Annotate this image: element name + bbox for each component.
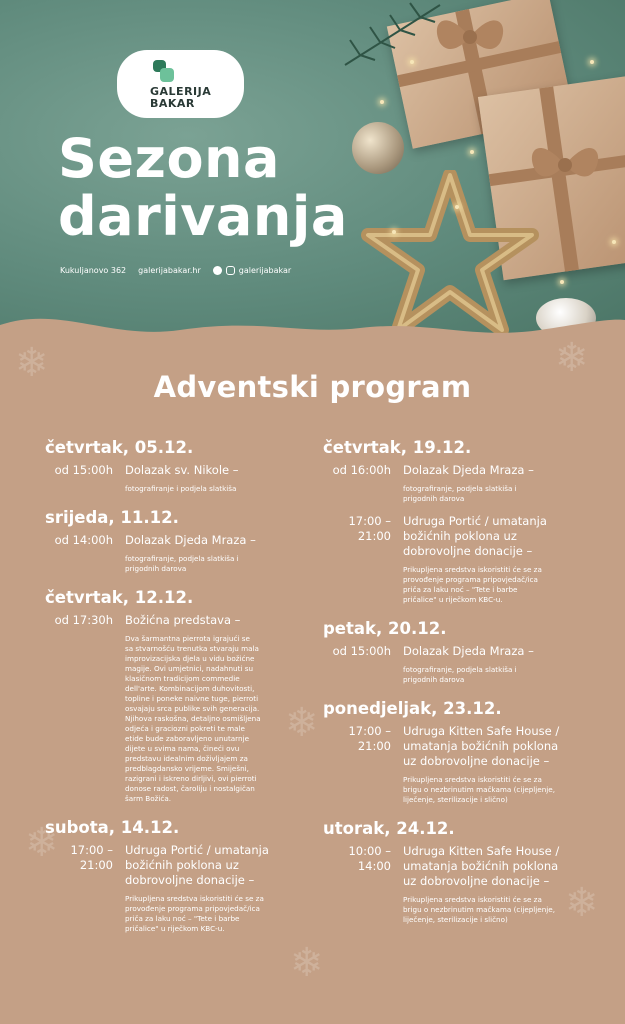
program-day <box>45 438 315 494</box>
poster: GALERIJA BAKAR Sezona darivanja Kukuljanovo 362 galerijabakar.hr galerijabakar ❄ ❄ ❄ ❄ ❄ ❄ Adventski program četvrtak, 05.12. od 15:00h Dolazak sv. Nikole – fotografiranje i podjela slatkiša srijeda, 11.12. od 14:00h Dolazak Djeda Mraza – fotografiranje, podjela slatkiša i prigodnih darova četvrtak, 12.12. od 17:30h Božićna predstava – Dva šarmantna pierrota igrajući se sa stvarnošću trenutka stvaraju mala improvizacijska djela u vidu božićne magije. Ovi umjetnici, nadahnuti su klasičnom tradicijom commedie dell'arte. Kombinacijom duhovitosti, topline i poneke naivne tuge, pierroti osvajaju srca publike svih generacija. Njihova raskošna, detaljno osmišljena odjeća i graciozni pokreti te male etide bude zaboravljeno unutarnje dijete u svima nama, čineći ovu predstavu idealnim doživljajem za predblagdansko vrijeme. Smiješni, razigrani i iskreno dirljivi, ovi pierroti donose radost, čaroliju i nostalgičan šarm Božića. subota, 14.12. 17:00 – 21:00 Udruga Portić / umatanja božićnih poklona uz dobrovoljne donacije – Prikupljena sredstva iskoristiti će se za provođenje programa pripovjedač/ica priča za laku noć – "Tete i barbe pričalice" u riječkom KBC-u. četvrtak, 19.12. od 16:00h Dolazak Djeda Mraza – fotografiranje, podjela slatkiša i prigodnih darova 17:00 – 21:00 Udruga Portić / umatanja božićnih poklona uz dobrovoljne donacije – Prikupljena sredstva iskoristiti će se za provođenje programa pripovjedač/ica priča za laku noć – "Tete i barbe pričalice" u riječkom KBC-u. petak, 20.12. od 15:00h Dolazak Djeda Mraza – fotografiranje, podjela slatkiša i prigodnih darova ponedjeljak, 23.12. 17:00 – 21:00 Udruga Kitten Safe House / umatanja božićnih poklona uz dobrovoljne donacije – Prikupljena sredstva iskoristiti će se za brigu o nezbrinutim mačkama (cijepljenje, liječenje, sterilizacije i slično) utorak, 24.12. 10:00 – 14:00 Udruga Kitten Safe House / umatanja božićnih poklona uz dobrovoljne donacije – Prikupljena sredstva iskoristiti će se za brigu o nezbrinutim mačkama (cijepljenje, liječenje, sterilizacije i slično) <box>0 0 625 1024</box>
logo-line2: BAKAR <box>150 97 195 110</box>
event-body <box>403 844 593 925</box>
event-title: Dolazak Djeda Mraza – <box>403 463 534 477</box>
event-body <box>125 613 315 804</box>
pine-branch-icon <box>340 0 450 70</box>
day-date: četvrtak, 19.12. <box>323 438 472 457</box>
wave-divider <box>0 300 625 340</box>
event-entry <box>323 644 593 685</box>
event-description: Prikupljena sredstva iskoristiti će se za brigu o nezbrinutim mačkama (cijepljenje, liječenje, sterilizacije i slično) <box>403 775 555 804</box>
event-time: od 15:00h <box>54 463 113 477</box>
event-title: Božićna predstava – <box>125 613 241 627</box>
program-day <box>323 699 593 805</box>
day-date: utorak, 24.12. <box>323 819 455 838</box>
event-entry <box>45 463 315 494</box>
logo-badge <box>117 50 244 118</box>
event-body <box>125 533 315 574</box>
day-date: četvrtak, 05.12. <box>45 438 194 457</box>
program-day <box>323 438 593 605</box>
event-title: Udruga Kitten Safe House / umatanja božićnih poklona uz dobrovoljne donacije – <box>403 844 560 888</box>
event-entry <box>45 533 315 574</box>
event-title: Udruga Portić / umatanja božićnih poklona uz dobrovoljne donacije – <box>125 843 269 887</box>
hero-title-line2: darivanja <box>58 185 348 248</box>
event-description: Prikupljena sredstva iskoristiti će se za provođenje programa pripovjedač/ica priča za laku noć – "Tete i barbe pričalice" u riječkom KBC-u. <box>403 565 542 604</box>
event-description: Prikupljena sredstva iskoristiti će se za provođenje programa pripovjedač/ica priča za laku noć – "Tete i barbe pričalice" u riječkom KBC-u. <box>125 894 264 933</box>
event-title: Udruga Kitten Safe House / umatanja božićnih poklona uz dobrovoljne donacije – <box>403 724 560 768</box>
event-entry <box>45 613 315 804</box>
program-day <box>45 508 315 574</box>
event-description: fotografiranje, podjela slatkiša i prigodnih darova <box>403 665 517 684</box>
social-handle: galerijabakar <box>238 266 292 275</box>
logo-line1: GALERIJA <box>150 85 212 98</box>
social-handle-group[interactable] <box>213 266 291 275</box>
event-time: 17:00 – 21:00 <box>348 724 391 753</box>
event-title: Dolazak Djeda Mraza – <box>403 644 534 658</box>
event-body <box>125 463 315 494</box>
logo-mark-icon <box>153 60 175 84</box>
program-day <box>45 588 315 804</box>
event-entry <box>45 843 315 934</box>
day-date: četvrtak, 12.12. <box>45 588 194 607</box>
day-date: subota, 14.12. <box>45 818 180 837</box>
event-description: fotografiranje, podjela slatkiša i prigodnih darova <box>403 484 517 503</box>
ornament-icon <box>352 122 404 174</box>
program-day <box>323 819 593 925</box>
event-description: fotografiranje, podjela slatkiša i prigodnih darova <box>125 554 239 573</box>
program-day <box>323 619 593 685</box>
event-entry <box>323 463 593 504</box>
instagram-icon[interactable] <box>226 266 235 275</box>
program-column-right <box>323 438 593 939</box>
hero-banner <box>0 0 625 340</box>
event-entry <box>323 514 593 605</box>
contact-bar <box>60 266 291 275</box>
event-body <box>403 644 593 685</box>
event-entry <box>323 844 593 925</box>
event-title: Udruga Portić / umatanja božićnih poklona uz dobrovoljne donacije – <box>403 514 547 558</box>
program-title: Adventski program <box>153 370 472 404</box>
event-time: 17:00 – 21:00 <box>348 514 391 543</box>
event-body <box>403 724 593 805</box>
event-body <box>125 843 315 934</box>
event-description: fotografiranje i podjela slatkiša <box>125 484 237 493</box>
event-time: 17:00 – 21:00 <box>70 843 113 872</box>
event-time: od 17:30h <box>54 613 113 627</box>
program-day <box>45 818 315 934</box>
program-column-left <box>45 438 315 948</box>
event-time: od 16:00h <box>332 463 391 477</box>
facebook-icon[interactable] <box>213 266 222 275</box>
day-date: ponedjeljak, 23.12. <box>323 699 502 718</box>
event-time: od 14:00h <box>54 533 113 547</box>
hero-title <box>58 127 348 248</box>
event-time: od 15:00h <box>332 644 391 658</box>
event-title: Dolazak sv. Nikole – <box>125 463 239 477</box>
event-body <box>403 514 593 605</box>
hero-title-line1: Sezona <box>58 127 280 190</box>
event-description: Dva šarmantna pierrota igrajući se sa stvarnošću trenutka stvaraju mala improvizacijska djela u vidu božićne magije. Ovi umjetnici, nadahnuti su klasičnom tradicijom commedie dell'arte. Kombinacijom duhovitosti, topline i poneke naivne tuge, pierroti osvajaju srca publike svih generacija. Njihova raskošna, detaljno osmišljena odjeća i graciozni pokreti te male etide bude zaboravljeno unutarnje dijete u svima nama, čineći ovu predstavu idealnim doživljajem za predblagdansko vrijeme. Smiješni, razigrani i iskreno dirljivi, ovi pierroti donose radost, čaroliju i nostalgičan šarm Božića. <box>125 634 261 803</box>
event-entry <box>323 724 593 805</box>
day-date: srijeda, 11.12. <box>45 508 179 527</box>
logo-text <box>150 86 211 110</box>
website-link[interactable]: galerijabakar.hr <box>138 266 201 275</box>
event-time: 10:00 – 14:00 <box>348 844 391 873</box>
event-title: Dolazak Djeda Mraza – <box>125 533 256 547</box>
day-date: petak, 20.12. <box>323 619 447 638</box>
event-description: Prikupljena sredstva iskoristiti će se za brigu o nezbrinutim mačkama (cijepljenje, liječenje, sterilizacije i slično) <box>403 895 555 924</box>
address: Kukuljanovo 362 <box>60 266 127 275</box>
event-body <box>403 463 593 504</box>
